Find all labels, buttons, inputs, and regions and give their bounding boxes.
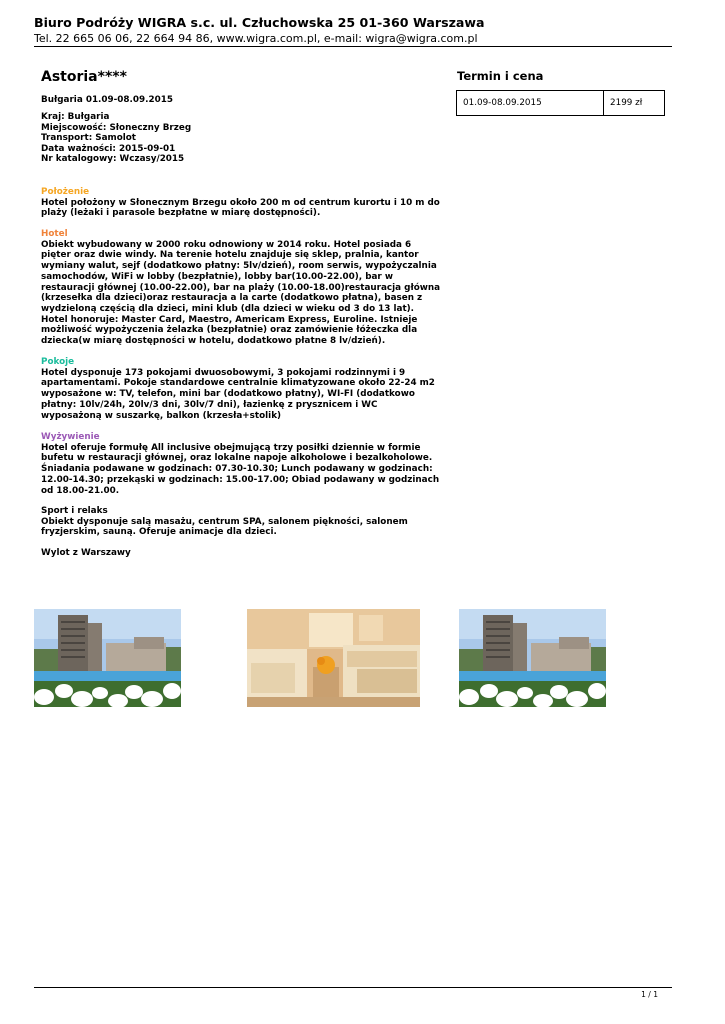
offer-details xyxy=(41,112,191,165)
section-board xyxy=(41,432,441,496)
section-heading: Wyżywienie xyxy=(41,432,100,442)
section-text: Hotel oferuje formułę All inclusive obejmującą trzy posiłki dziennie w formie bufetu w restauracji głównej, oraz lokalne napoje alkoholowe i bezalkoholowe. Śniadania podawane w godzinach: 07.30-10.30; Lunch podawany w godzinach: 12.00-14.30; przekąski w godzinach: 15.00-17.00; Obiad podawany w godzinach od 18.00-21.00. xyxy=(41,442,440,496)
header-divider xyxy=(34,46,672,47)
detail-catalog-number: Nr katalogowy: Wczasy/2015 xyxy=(41,154,185,164)
detail-country: Kraj: Bułgaria xyxy=(41,112,110,122)
section-sport xyxy=(41,506,441,538)
trip-date: Bułgaria 01.09-08.09.2015 xyxy=(41,95,173,105)
section-departure xyxy=(41,548,441,559)
section-heading: Sport i relaks xyxy=(41,506,108,516)
page-number: 1 / 1 xyxy=(641,990,658,999)
section-hotel xyxy=(41,229,441,347)
page-header xyxy=(34,14,672,46)
table-row xyxy=(457,91,665,116)
price-section-title: Termin i cena xyxy=(457,69,544,83)
hotel-room-photo xyxy=(247,609,420,707)
section-text: Hotel położony w Słonecznym Brzegu około 200 m od centrum kurortu i 10 m do plaży (leżaki i parasole bezpłatne w miarę dostępności). xyxy=(41,197,440,219)
term-date: 01.09-08.09.2015 xyxy=(457,91,604,116)
detail-transport: Transport: Samolot xyxy=(41,133,137,143)
company-contact: Tel. 22 665 06 06, 22 664 94 86, www.wigra.com.pl, e-mail: wigra@wigra.com.pl xyxy=(34,32,478,45)
detail-location: Miejscowość: Słoneczny Brzeg xyxy=(41,122,192,133)
company-name: Biuro Podróży WIGRA s.c. ul. Człuchowska 25 01-360 Warszawa xyxy=(34,15,485,30)
section-heading: Położenie xyxy=(41,187,90,197)
hotel-exterior-photo xyxy=(459,609,606,707)
section-text: Obiekt wybudowany w 2000 roku odnowiony w 2014 roku. Hotel posiada 6 pięter oraz dwie windy. Na terenie hotelu znajduje się sklep, pralnia, kantor wymiany walut, sejf (dodatkowo płatny: 5lv/dzień), room serwis, wypożyczalnia samochodów, WiFi w lobby (bezpłatnie), lobby bar(10.00-22.00), bar w restauracji głównej (10.00-22.00), bar na plaży (10.00-18.00)restauracja główna (krzesełka dla dzieci)oraz restauracja a la carte (dodatkowo płatna), basen z wydzieloną częścią dla dzieci, mini klub (dla dzieci w wieku od 3 do 13 lat). Hotel honoruje: Master Card, Maestro, Americam Express, Euroline. Istnieje możliwość wypożyczenia żelazka (bezpłatnie) oraz zamówienie łóżeczka dla dziecka(w miarę dostępności w hotelu, dodatkowo płatne 8 lv/dzień). xyxy=(41,239,441,347)
footer-divider xyxy=(34,987,672,988)
section-text: Hotel dysponuje 173 pokojami dwuosobowymi, 3 pokojami rodzinnymi i 9 apartamentami. Pokoje standardowe centralnie klimatyzowane około 22-24 m2 wyposażone w: TV, telefon, mini bar (dodatkowo płatny), WI-FI (dodatkowo płatny: 10lv/24h, 20lv/3 dni, 30lv/7 dni), łazienkę z prysznicem i WC wyposażoną w suszarkę, balkon (krzesła+stolik) xyxy=(41,367,435,421)
section-location xyxy=(41,187,441,219)
term-price: 2199 zł xyxy=(604,91,665,116)
detail-valid-date: Data ważności: 2015-09-01 xyxy=(41,143,176,154)
hotel-title: Astoria**** xyxy=(41,69,127,85)
price-table xyxy=(456,90,665,116)
hotel-exterior-photo xyxy=(34,609,181,707)
section-heading: Pokoje xyxy=(41,357,75,367)
section-heading: Wylot z Warszawy xyxy=(41,548,131,558)
section-text: Obiekt dysponuje salą masażu, centrum SPA, salonem piękności, salonem fryzjerskim, sauną. Oferuje animacje dla dzieci. xyxy=(41,516,408,538)
section-heading: Hotel xyxy=(41,229,68,239)
section-rooms xyxy=(41,357,441,421)
